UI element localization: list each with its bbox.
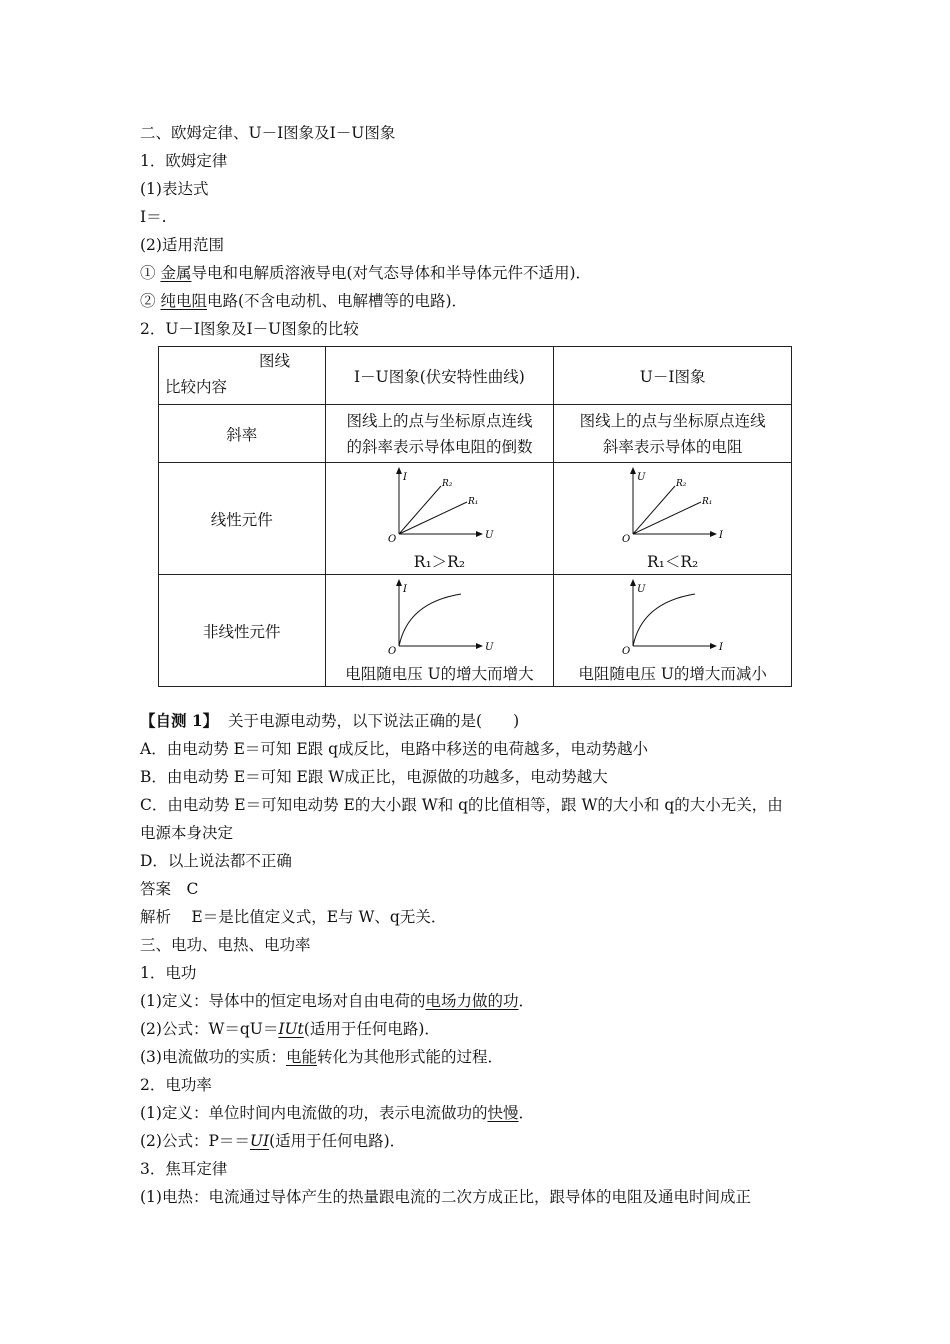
- section-title-power: 三、电功、电热、电功率: [140, 936, 311, 954]
- nonlinear-graph-u-i: [613, 578, 733, 658]
- power-formula: [140, 1130, 405, 1152]
- subheading-expression: (1)表达式: [140, 180, 209, 198]
- linear-graph-i-u: [379, 466, 499, 546]
- axis-label-u: U: [636, 583, 646, 595]
- option-a: A．由电动势 E＝可知 E跟 q成反比，电路中移送的电荷越多，电动势越小: [140, 740, 649, 758]
- x-axis-arrow: [710, 531, 717, 537]
- work-def-end: ．: [518, 992, 534, 1010]
- nonlinear-cell-u-i: [554, 575, 792, 687]
- label-r2: R₂: [675, 478, 687, 489]
- section-title-ohm: 二、欧姆定律、U－I图象及I－U图象: [140, 124, 396, 142]
- answer: 答案 C: [140, 880, 199, 898]
- power-def-text: (1)定义：单位时间内电流做的功，表示电流做功的: [140, 1104, 488, 1122]
- heading-electric-work: 1．电功: [140, 964, 197, 982]
- scope-item-1-prefix: ①: [140, 264, 161, 282]
- scope-item-2-prefix: ②: [140, 292, 161, 310]
- x-axis-arrow: [476, 531, 483, 537]
- x-axis-arrow: [476, 643, 483, 649]
- header-i-u: I－U图象(伏安特性曲线): [325, 347, 554, 405]
- row-label-slope: 斜率: [159, 405, 326, 463]
- y-axis-arrow: [630, 579, 636, 586]
- line-r1: [633, 502, 701, 534]
- comparison-table: [158, 346, 792, 687]
- curve-increasing: [399, 594, 461, 646]
- origin-label: O: [621, 533, 630, 545]
- linear-cell-u-i: [554, 463, 792, 575]
- axis-label-i: I: [403, 471, 408, 483]
- heading-comparison: 2．U－I图象及I－U图象的比较: [140, 320, 359, 338]
- corner-label-graph: 图线: [259, 352, 291, 370]
- power-formula-end: (适用于任何电路)．: [269, 1132, 406, 1150]
- heading-ohm-law: 1．欧姆定律: [140, 152, 228, 170]
- line-r1: [399, 502, 467, 534]
- y-axis-arrow: [396, 467, 402, 474]
- axis-label-i: I: [718, 641, 723, 653]
- slope-text-2b: 斜率表示导体的电阻: [602, 437, 743, 456]
- scope-item-2-text: 电路(不含电动机、电解槽等的电路)．: [206, 292, 468, 310]
- table-corner-cell: [159, 347, 326, 405]
- heading-joule-law: 3．焦耳定律: [140, 1160, 228, 1178]
- label-r1: R₁: [701, 496, 713, 507]
- scope-item-1-underlined: 金属: [160, 264, 192, 282]
- scope-item-2: [140, 290, 467, 312]
- selftest-tag: 【自测 1】: [140, 711, 219, 730]
- slope-text-1a: 图线上的点与坐标原点连线: [346, 411, 533, 430]
- axis-label-u: U: [485, 529, 494, 541]
- y-axis-arrow: [396, 579, 402, 586]
- origin-label: O: [388, 645, 397, 657]
- corner-label-content: 比较内容: [165, 378, 228, 396]
- slope-cell-u-i: [554, 405, 792, 463]
- option-d: D．以上说法都不正确: [140, 852, 292, 870]
- y-axis-arrow: [630, 467, 636, 474]
- work-formula-text: (2)公式：W＝qU＝: [140, 1020, 279, 1038]
- slope-cell-i-u: [325, 405, 554, 463]
- nonlinear-cell-i-u: [325, 575, 554, 687]
- power-formula-text: (2)公式：P＝＝: [140, 1132, 250, 1150]
- nonlinear-graph-i-u: [379, 578, 499, 658]
- linear-graph-u-i: [613, 466, 733, 546]
- work-definition: [140, 990, 534, 1012]
- nonlinear-caption-1: 电阻随电压 U的增大而增大: [345, 664, 534, 683]
- work-essence: [140, 1046, 503, 1068]
- linear-caption-1: R₁＞R₂: [413, 552, 466, 571]
- axis-label-u: U: [485, 641, 494, 653]
- option-c-line1: C．由电动势 E＝可知电动势 E的大小跟 W和 q的比值相等，跟 W的大小和 q的大小无关，由: [140, 796, 783, 814]
- power-formula-underlined: UI: [249, 1132, 270, 1150]
- work-def-underlined: 电场力做的功: [425, 992, 519, 1010]
- selftest-question-text: 关于电源电动势，以下说法正确的是( ): [228, 712, 520, 730]
- heading-electric-power: 2．电功率: [140, 1076, 212, 1094]
- axis-label-i: I: [718, 529, 723, 541]
- header-u-i: U－I图象: [554, 347, 792, 405]
- row-label-nonlinear: 非线性元件: [159, 575, 326, 687]
- label-r2: R₂: [442, 478, 453, 489]
- slope-text-2a: 图线上的点与坐标原点连线: [579, 411, 766, 430]
- line-r2: [633, 486, 675, 534]
- x-axis-arrow: [710, 643, 717, 649]
- option-b: B．由电动势 E＝可知 E跟 W成正比，电源做的功越多，电动势越大: [140, 768, 608, 786]
- label-r1: R₁: [468, 496, 479, 507]
- option-c-line2: 电源本身决定: [140, 824, 234, 842]
- selftest-question: [140, 710, 519, 732]
- curve-decreasing: [633, 594, 695, 646]
- work-formula-underlined: IUt: [278, 1020, 304, 1038]
- subheading-scope: (2)适用范围: [140, 236, 224, 254]
- linear-caption-2: R₁＜R₂: [647, 552, 699, 571]
- linear-cell-i-u: [325, 463, 554, 575]
- power-def-end: ．: [518, 1104, 534, 1122]
- nonlinear-caption-2: 电阻随电压 U的增大而减小: [578, 664, 767, 683]
- formula-ohm: I＝.: [140, 208, 167, 226]
- row-label-linear: 线性元件: [159, 463, 326, 575]
- work-essence-end: 转化为其他形式能的过程．: [316, 1048, 503, 1066]
- work-essence-underlined: 电能: [285, 1048, 317, 1066]
- joule-heat-definition: (1)电热：电流通过导体产生的热量跟电流的二次方成正比，跟导体的电阻及通电时间成正: [140, 1188, 751, 1206]
- line-r2: [399, 486, 441, 534]
- power-def-underlined: 快慢: [487, 1104, 519, 1122]
- scope-item-1-text: 导电和电解质溶液导电(对气态导体和半导体元件不适用)．: [191, 264, 592, 282]
- analysis: 解析 E＝是比值定义式，E与 W、q无关．: [140, 908, 447, 926]
- work-essence-text: (3)电流做功的实质：: [140, 1048, 286, 1066]
- scope-item-1: [140, 262, 591, 284]
- origin-label: O: [621, 645, 630, 657]
- work-formula: [140, 1018, 440, 1040]
- axis-label-u: U: [636, 471, 646, 483]
- power-definition: [140, 1102, 534, 1124]
- origin-label: O: [388, 533, 397, 545]
- work-formula-end: (适用于任何电路)．: [303, 1020, 440, 1038]
- scope-item-2-underlined: 纯电阻: [160, 292, 207, 310]
- slope-text-1b: 的斜率表示导体电阻的倒数: [346, 437, 533, 456]
- axis-label-i: I: [403, 583, 408, 595]
- work-def-text: (1)定义：导体中的恒定电场对自由电荷的: [140, 992, 426, 1010]
